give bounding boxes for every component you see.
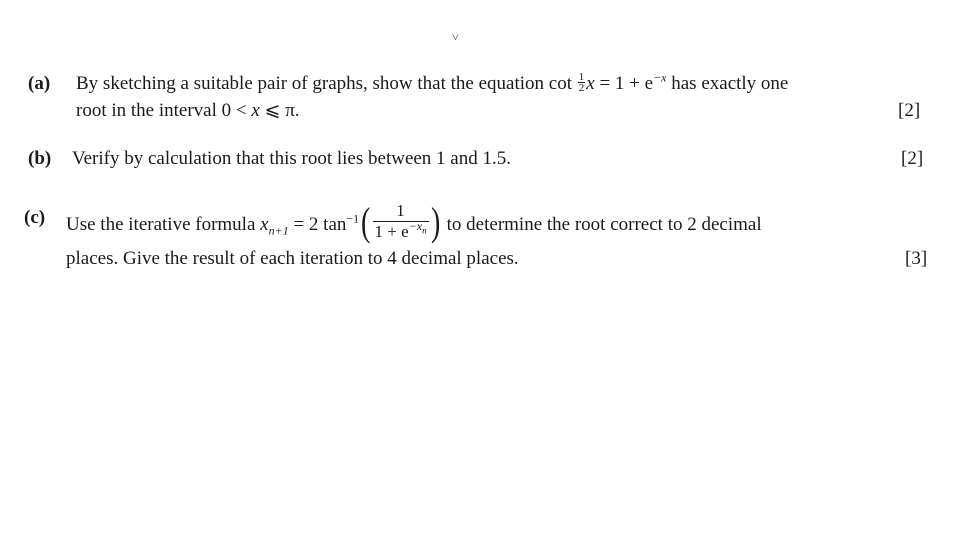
- left-paren: (: [361, 198, 371, 244]
- denominator-base: 1 + e: [374, 222, 409, 241]
- var-x: x: [586, 73, 595, 94]
- question-c: [24, 198, 934, 275]
- question-a-text-2: = 1 + e: [594, 73, 654, 94]
- question-c-marks: [3]: [905, 248, 928, 269]
- question-c-text-3: to determine the root correct to 2 decimal: [441, 213, 762, 235]
- var-x-2: x: [251, 100, 260, 121]
- question-a-text-1: By sketching a suitable pair of graphs, show that the equation cot: [76, 73, 572, 94]
- question-a-label: (a): [28, 73, 51, 94]
- iteration-fraction: [373, 201, 429, 242]
- question-b-line1: Verify by calculation that this root lies between 1 and 1.5.: [72, 148, 511, 169]
- half-fraction: [578, 72, 586, 93]
- question-a: [28, 71, 928, 131]
- question-a-text-4: root in the interval 0 <: [76, 100, 252, 121]
- question-a-line2: [76, 98, 300, 124]
- exponent: −x: [653, 70, 667, 85]
- half-denominator: 2: [578, 82, 585, 95]
- var-x-n1: x: [260, 213, 269, 235]
- question-c-label: (c): [24, 207, 46, 228]
- question-b: [28, 146, 928, 176]
- question-b-label: (b): [28, 148, 52, 169]
- right-paren: ): [430, 198, 440, 244]
- question-a-text-5: ⩽ π.: [259, 100, 300, 121]
- subscript-n-plus-1: n+1: [268, 223, 289, 238]
- denominator-exponent-text: −x: [408, 219, 423, 234]
- question-a-text-3: has exactly one: [666, 73, 789, 94]
- half-numerator: 1: [578, 71, 585, 84]
- question-a-marks: [2]: [898, 100, 921, 121]
- question-a-line1: [76, 71, 788, 97]
- question-c-text-2: = 2 tan: [288, 213, 347, 235]
- top-caret-mark: ˅: [452, 30, 459, 44]
- question-b-marks: [2]: [901, 148, 924, 169]
- question-c-line2: places. Give the result of each iteration to 4 decimal places.: [66, 248, 519, 269]
- inverse-exponent: −1: [346, 211, 360, 226]
- fraction-numerator: 1: [373, 201, 429, 222]
- denominator-subscript: n: [422, 225, 427, 236]
- question-c-text-1: Use the iterative formula: [66, 213, 261, 235]
- fraction-denominator: [373, 219, 429, 242]
- question-c-line1: [66, 198, 762, 246]
- denominator-exponent: [408, 219, 427, 236]
